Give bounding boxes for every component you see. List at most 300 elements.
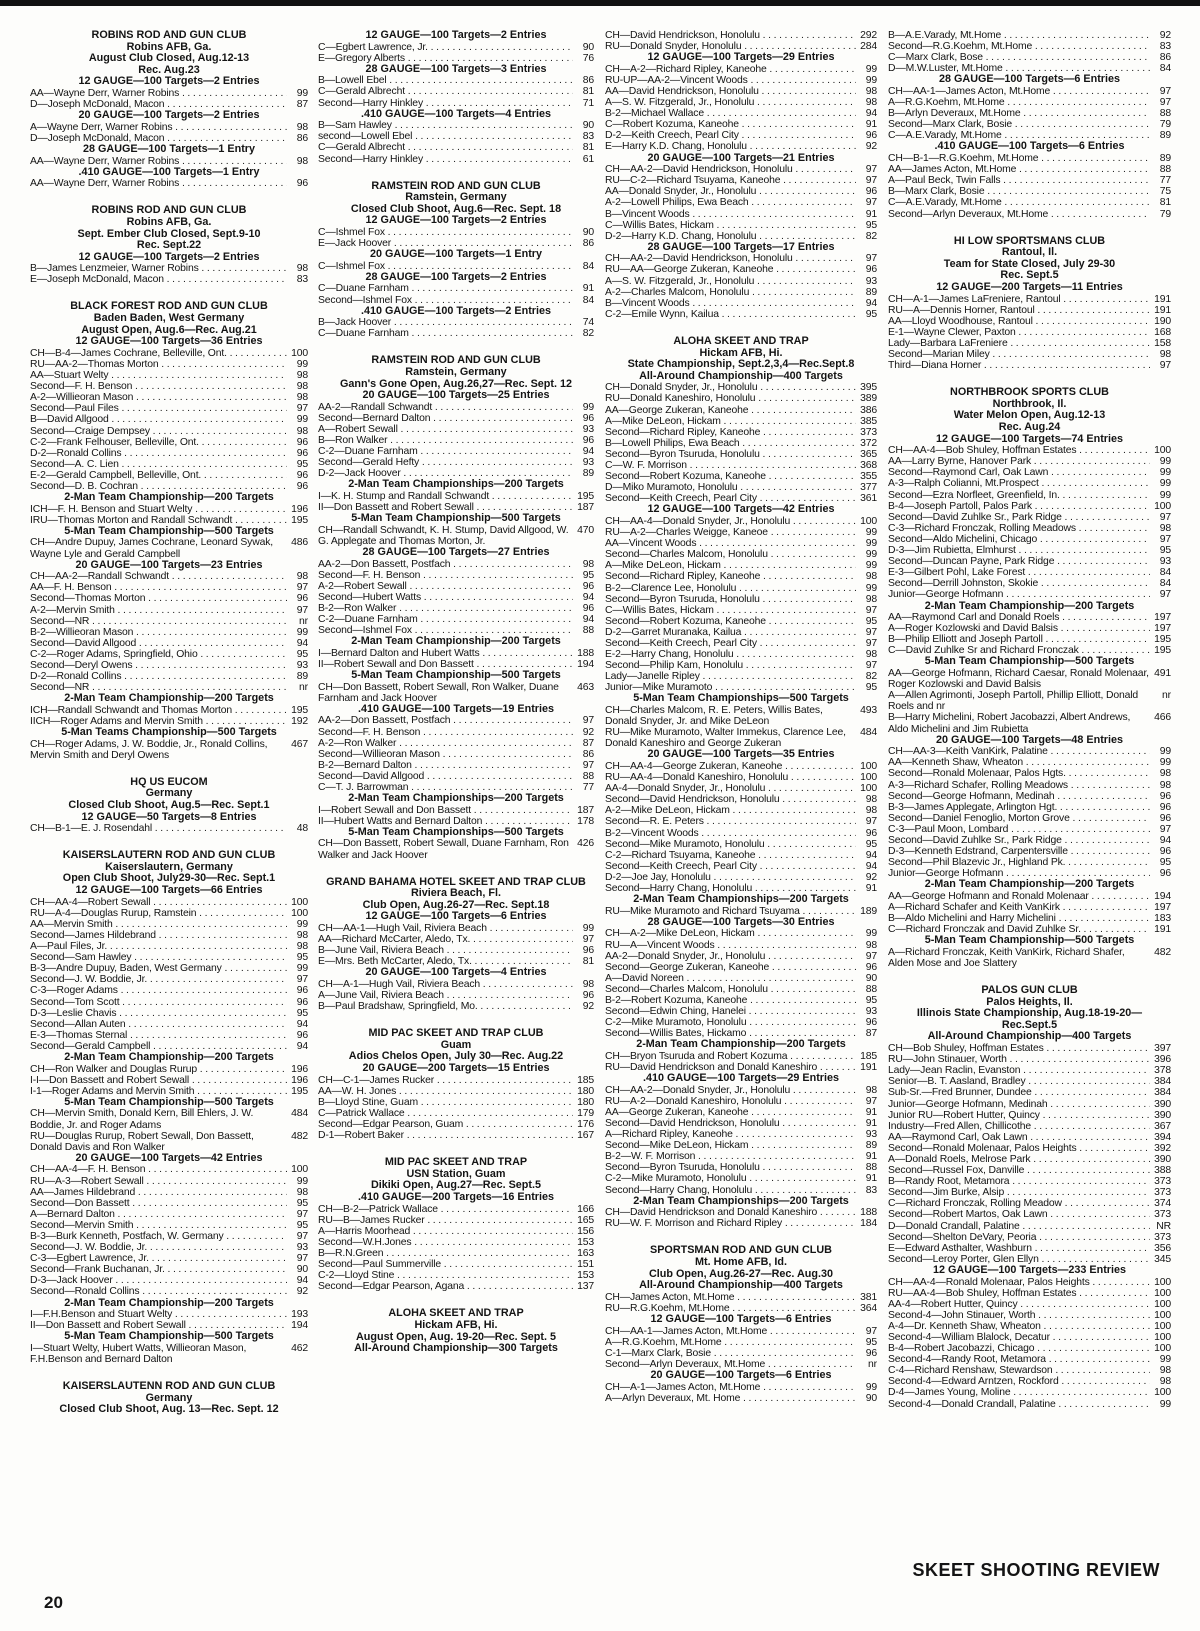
score: 96: [296, 178, 308, 190]
shooter-name: I—Stuart Welty, Hubert Watts, Willieoran Mason, F.H.Benson and Bernard Dalton: [30, 1342, 247, 1365]
shooter-name: RU—B—James Rucker . . .: [318, 1215, 573, 1226]
shooter-name: B-4—Joseph Partoll, Palos Park . . .: [888, 501, 1150, 512]
gauge-heading: 2-Man Team Championships—200 Targets: [348, 478, 564, 491]
score: 81: [1159, 197, 1171, 209]
score: 395: [860, 382, 877, 394]
event-heading: USN Station, Guam: [406, 1167, 506, 1180]
result-row: [30, 605, 308, 616]
score: 92: [582, 726, 594, 738]
gauge-heading: 12 GAUGE—100 Targets—6 Entries: [650, 1313, 832, 1325]
event-heading: 12 GAUGE—100 Targets—2 Entries: [365, 214, 547, 227]
shooter-name: Second—Sam Hawley . . .: [30, 952, 287, 963]
score: 93: [865, 1006, 877, 1018]
shooter-name: A—Harris Moorhead . . .: [318, 1226, 573, 1237]
result-row: [888, 1365, 1171, 1376]
result-row: [888, 1387, 1171, 1398]
shooter-name: C-2—Duane Farnham . . .: [318, 614, 573, 625]
result-row: [605, 298, 877, 309]
shooter-name: A-2—Charles Malcom, Honolulu . . .: [605, 287, 856, 298]
shooter-name: AA—George Hofmann, Richard Caesar, Ronald Molenaar, Roger Kozlowski and David Balsis: [888, 668, 1149, 691]
score: 389: [860, 393, 877, 405]
result-row: [888, 567, 1171, 578]
result-row: [605, 30, 877, 41]
shooter-name: E-3—Thomas Sternal . . .: [30, 1030, 287, 1041]
shooter-name: RU—AA-4—Donald Kaneshiro, Honolulu . . .: [605, 772, 856, 783]
event-heading: 12 GAUGE—100 Targets—66 Entries: [75, 884, 263, 897]
result-row: [888, 490, 1171, 501]
shooter-name: I—F.H.Benson and Stuart Welty . . .: [30, 1309, 287, 1320]
shooter-name: C—Gerald Albrecht . . .: [318, 142, 573, 153]
result-row: [605, 438, 877, 449]
score: 95: [296, 648, 308, 660]
result-row: [605, 449, 877, 460]
shooter-name: Second—Craige Dempsey . . .: [30, 426, 287, 437]
score: 61: [582, 153, 594, 165]
club-name: 12 GAUGE—100 Targets—2 Entries: [365, 30, 547, 41]
score: nr: [299, 615, 308, 627]
shooter-name: CH—AA-1—James Acton, Mt.Home . . .: [888, 86, 1150, 97]
result-row: [605, 872, 877, 883]
score: 98: [865, 805, 877, 817]
shooter-name: C-2—Mike Muramoto, Honolulu . . .: [605, 1017, 856, 1028]
result-row: [605, 75, 877, 86]
shooter-name: Second-4—Randy Root, Metamora . . .: [888, 1354, 1150, 1365]
result-row: [30, 1187, 308, 1198]
result-row: [888, 1110, 1171, 1121]
shooter-name: C-2—Richard Tsuyama, Kaneohe . . .: [605, 850, 856, 861]
result-block: [888, 30, 1171, 220]
shooter-name: CH—C-1—James Rucker . . .: [318, 1075, 573, 1086]
result-row: [605, 1085, 877, 1096]
score: 90: [865, 972, 877, 984]
score: 197: [1154, 612, 1171, 624]
score: 97: [582, 759, 594, 771]
score: 195: [1154, 645, 1171, 657]
shooter-name: CH—AA-4—Ronald Molenaar, Palos Heights . . .: [888, 1277, 1150, 1288]
result-row: [30, 1030, 308, 1041]
shooter-name: B—June Vail, Riviera Beach . . .: [318, 945, 573, 956]
result-row: [30, 1231, 308, 1242]
shooter-name: Second—Mervin Smith . . .: [30, 1220, 287, 1231]
event-heading: State Championship, Sept.2,3,4—Rec.Sept.8: [627, 358, 855, 371]
shooter-name: second—Lowell Ebel . . .: [318, 131, 573, 142]
score: nr: [299, 682, 308, 694]
score: 151: [577, 1259, 594, 1271]
shooter-name: AA—Raymond Carl and Donald Roels . . .: [888, 612, 1150, 623]
shooter-name: C—Robert Kozuma, Kaneohe . . .: [605, 119, 856, 130]
score: 491: [1154, 668, 1171, 680]
result-row: [888, 947, 1171, 969]
shooter-name: AA—Wayne Derr, Warner Robins . . .: [30, 156, 287, 167]
gauge-heading: 20 GAUGE—100 Targets—42 Entries: [75, 1151, 263, 1164]
shooter-name: B-3—Andre Dupuy, Baden, West Germany . . .: [30, 963, 287, 974]
shooter-name: CH—Mervin Smith, Donald Kern, Bill Ehlers, J. W. Boddie, Jr. and Roger Adams: [30, 1108, 254, 1131]
score: 98: [865, 1084, 877, 1096]
result-block: [318, 30, 594, 165]
score: 99: [865, 560, 877, 572]
result-row: [605, 1006, 877, 1017]
shooter-name: CH—Don Bassett, Robert Sewall, Duane Farnham, Ron Walker and Jack Hoover: [318, 838, 569, 861]
score: 96: [296, 985, 308, 997]
shooter-name: Second—Arlyn Deveraux, Mt.Home . . .: [888, 209, 1150, 220]
score: 100: [1154, 1276, 1171, 1288]
result-row: [605, 549, 877, 560]
result-row: [605, 839, 877, 850]
result-row: [605, 460, 877, 471]
score: 385: [860, 415, 877, 427]
score: 100: [1154, 500, 1171, 512]
result-row: [605, 783, 877, 794]
score: 96: [1159, 790, 1171, 802]
score: 195: [1154, 634, 1171, 646]
result-row: [605, 382, 877, 393]
shooter-name: A—Arlyn Deveraux, Mt. Home . . .: [605, 1393, 856, 1404]
score: 97: [865, 197, 877, 209]
score: 97: [865, 950, 877, 962]
score: 86: [582, 238, 594, 250]
shooter-name: CH—B-4—James Cochrane, Belleville, Ont. . . .: [30, 348, 287, 359]
score: 91: [865, 1118, 877, 1129]
result-row: [30, 823, 308, 834]
shooter-name: E—Harry K.D. Chang, Honolulu . . .: [605, 141, 856, 152]
shooter-name: II—Robert Sewall and Don Bassett . . .: [318, 659, 573, 670]
score: 97: [865, 1325, 877, 1337]
result-row: [318, 1237, 594, 1248]
result-row: [318, 435, 594, 446]
result-block: [605, 1245, 877, 1403]
score: 89: [1159, 130, 1171, 142]
result-row: [30, 370, 308, 381]
result-row: [605, 705, 877, 727]
column-3: [605, 30, 877, 1571]
score: 91: [865, 119, 877, 131]
shooter-name: E—Mrs. Beth McCarter, Aledo, Tx. . . .: [318, 956, 573, 967]
score: 94: [582, 591, 594, 603]
result-row: [888, 902, 1171, 913]
result-row: [318, 491, 594, 502]
score: 98: [296, 425, 308, 437]
result-row: [888, 1121, 1171, 1132]
score: 79: [1159, 119, 1171, 131]
score: 96: [865, 1017, 877, 1029]
result-row: [605, 1140, 877, 1151]
result-block: [318, 1308, 594, 1354]
result-row: [605, 119, 877, 130]
score: 95: [296, 952, 308, 964]
event-heading: 12 GAUGE—100 Targets—36 Entries: [75, 335, 263, 348]
score: 94: [296, 637, 308, 649]
shooter-name: D-2—Ronald Collins . . .: [30, 448, 287, 459]
shooter-name: AA—Kenneth Shaw, Wheaton . . .: [888, 757, 1150, 768]
gauge-heading: 28 GAUGE—100 Targets—6 Entries: [938, 73, 1121, 86]
shooter-name: CH—AA-2—Donald Snyder, Jr., Honolulu . . .: [605, 1085, 856, 1096]
result-row: [605, 1151, 877, 1162]
result-row: [30, 1209, 308, 1220]
result-row: [888, 1132, 1171, 1143]
shooter-name: B—R.N.Green . . .: [318, 1248, 573, 1259]
shooter-name: A-2—Lowell Philips, Ewa Beach . . .: [605, 197, 856, 208]
event-heading: August Open, Aug. 19-20—Rec. Sept. 5: [356, 1330, 556, 1343]
result-row: [888, 1277, 1171, 1288]
gauge-heading: 5-Man Team Championship—500 Targets: [351, 512, 561, 525]
shooter-name: Second—Ishmel Fox . . .: [318, 625, 573, 636]
result-row: [318, 760, 594, 771]
score: 82: [865, 671, 877, 683]
score: 99: [865, 527, 877, 539]
shooter-name: IRU—Thomas Morton and Randall Schwandt . . .: [30, 515, 287, 526]
result-row: [605, 209, 877, 220]
score: 98: [865, 85, 877, 97]
score: 97: [1159, 823, 1171, 835]
shooter-name: RU—Mike Muramoto, Walter Immekus, Clarence Lee, Donald Kaneshiro and George Zukeran: [605, 727, 846, 750]
shooter-name: B—Lowell Ebel . . .: [318, 75, 573, 86]
score: 99: [1159, 757, 1171, 769]
gauge-heading: 5-Man Team Championship—500 Targets: [924, 655, 1135, 668]
club-name: ROBINS ROD AND GUN CLUB: [91, 30, 247, 41]
score: 96: [296, 469, 308, 481]
score: 99: [1159, 456, 1171, 468]
score: 96: [582, 603, 594, 614]
shooter-name: CH—AA-4—George Zukeran, Kaneohe . . .: [605, 761, 856, 772]
event-heading: Open Club Shoot, July29-30—Rec. Sept.1: [62, 872, 276, 885]
shooter-name: CH—AA-1—Hugh Vail, Riviera Beach . . .: [318, 923, 573, 934]
result-row: [605, 1173, 877, 1184]
shooter-name: C—Duane Farnham . . .: [318, 328, 573, 339]
event-heading: Club Open, Aug.26-27—Rec. Sept.18: [362, 898, 550, 911]
result-row: [605, 816, 877, 827]
result-row: [888, 456, 1171, 467]
score: 88: [582, 625, 594, 637]
result-row: [605, 616, 877, 627]
score: 93: [865, 1129, 877, 1141]
shooter-name: Second—D. B. Cochran . . .: [30, 481, 287, 492]
result-row: [318, 1204, 594, 1215]
result-row: [888, 634, 1171, 645]
score: 482: [1154, 946, 1171, 958]
club-name: BLACK FOREST ROD AND GUN CLUB: [70, 300, 268, 313]
result-row: [318, 295, 594, 306]
shooter-name: C—Gerald Albrecht . . .: [318, 86, 573, 97]
result-row: [30, 1019, 308, 1030]
score: 84: [1159, 63, 1171, 75]
score: 97: [1159, 589, 1171, 601]
shooter-name: A—Bernard Dalton . . .: [30, 1209, 287, 1220]
shooter-name: D—Miko Muramoto, Honolulu . . .: [605, 482, 856, 493]
shooter-name: E-2—Harry Chang, Honolulu . . .: [605, 649, 856, 660]
score: 97: [865, 1095, 877, 1107]
result-row: [605, 86, 877, 97]
shooter-name: AA—James Acton, Mt.Home . . .: [888, 164, 1150, 175]
score: 99: [296, 626, 308, 638]
score: 189: [860, 905, 877, 917]
shooter-name: RU—R.G.Koehm, Mt.Home . . .: [605, 1303, 856, 1314]
score: 77: [582, 782, 594, 793]
gauge-heading: 5-Man Team Championship—500 Targets: [64, 1095, 274, 1108]
shooter-name: AA—Mervin Smith . . .: [30, 919, 287, 930]
score: 482: [291, 1130, 308, 1142]
result-row: [318, 648, 594, 659]
result-row: [888, 668, 1171, 690]
shooter-name: Second—Arlyn Deveraux, Mt.Home . . .: [605, 1359, 856, 1370]
score: 82: [865, 230, 877, 242]
score: 97: [865, 816, 877, 828]
result-row: [318, 603, 594, 614]
result-row: [888, 589, 1171, 600]
score: 98: [296, 263, 308, 275]
score: 292: [860, 30, 877, 41]
shooter-name: A—Richard Fronczak, Keith VanKirk, Richard Shafer, Alden Mose and Joe Slattery: [888, 946, 1125, 969]
club-name: HI LOW SPORTSMANS CLUB: [953, 234, 1106, 247]
score: 98: [865, 571, 877, 583]
result-row: [605, 794, 877, 805]
shooter-name: CH—Charles Malcom, R. E. Peters, Willis Bates, Donald Snyder, Jr. and Mike DeLeon: [605, 705, 823, 728]
event-heading: 20 GAUGE—100 Targets—25 Entries: [362, 389, 550, 402]
shooter-name: E—Edward Asthalter, Washburn . . .: [888, 1243, 1150, 1254]
shooter-name: C-2—Duane Farnham . . .: [318, 446, 573, 457]
result-row: [888, 209, 1171, 220]
shooter-name: Second—Edwin Ching, Hanelei . . .: [605, 1006, 856, 1017]
result-row: [318, 131, 594, 142]
result-row: [888, 1065, 1171, 1076]
shooter-name: CH—A-2—Richard Ripley, Kaneohe . . .: [605, 64, 856, 75]
shooter-name: D-2—Jack Hoover . . .: [318, 468, 573, 479]
shooter-name: C—A.E.Varady, Mt.Home . . .: [888, 130, 1150, 141]
score: 95: [865, 308, 877, 320]
result-row: [605, 594, 877, 605]
shooter-name: AA—Stuart Welty . . .: [30, 370, 287, 381]
score: 83: [1159, 41, 1171, 53]
shooter-name: C-4—Richard Renshaw, Stewardson . . .: [888, 1365, 1150, 1376]
shooter-name: D-3—Jack Hoover . . .: [30, 1275, 287, 1286]
score: 96: [582, 990, 594, 1002]
shooter-name: B-3—James Applegate, Arlington Hgt. . . .: [888, 802, 1150, 813]
gauge-heading: 20 GAUGE—100 Targets—35 Entries: [647, 748, 835, 761]
shooter-name: Second—Leroy Porter, Glen Ellyn . . .: [888, 1254, 1150, 1265]
score: 99: [1159, 467, 1171, 479]
shooter-name: A—Wayne Derr, Warner Robins . . .: [30, 122, 287, 133]
score: 137: [577, 1281, 594, 1293]
shooter-name: D-2—Keith Creech, Pearl City . . .: [605, 130, 856, 141]
club-name: SPORTSMAN ROD AND GUN CLUB: [650, 1244, 832, 1257]
shooter-name: Second—Willieoran Mason . . .: [318, 749, 573, 760]
shooter-name: RU—AA—George Zukeran, Kaneohe . . .: [605, 264, 856, 275]
score: 89: [582, 468, 594, 480]
result-row: [888, 612, 1171, 623]
score: 81: [582, 956, 594, 968]
result-row: [318, 457, 594, 468]
result-row: [888, 768, 1171, 779]
score: 94: [1159, 834, 1171, 846]
gauge-heading: 2-Man Team Championships—200 Targets: [633, 893, 849, 906]
score: 99: [865, 549, 877, 561]
shooter-name: RU—Donald Kaneshiro, Honolulu . . .: [605, 393, 856, 404]
result-row: [888, 712, 1171, 734]
result-row: [605, 1185, 877, 1196]
event-heading: Sept. Ember Club Closed, Sept.9-10: [77, 227, 261, 240]
result-row: [605, 130, 877, 141]
shooter-name: B—Paul Bradshaw, Springfield, Mo. . . .: [318, 1001, 573, 1012]
shooter-name: A—David Noreen . . .: [605, 973, 856, 984]
score: 97: [296, 1253, 308, 1265]
score: 95: [865, 682, 877, 694]
event-heading: Dikiki Open, Aug.27—Rec. Sept.5: [371, 1179, 541, 1192]
result-row: [30, 392, 308, 403]
score: 96: [865, 961, 877, 973]
score: 98: [865, 593, 877, 605]
shooter-name: D-3—Jim Rubietta, Elmhurst . . .: [888, 545, 1150, 556]
result-row: [888, 1332, 1171, 1343]
gauge-heading: 2-Man Team Championship—200 Targets: [924, 599, 1135, 612]
score: 98: [296, 121, 308, 133]
score: 90: [582, 41, 594, 53]
event-heading: Northbrook, Il.: [992, 397, 1067, 410]
result-row: [30, 1286, 308, 1297]
result-row: [888, 578, 1171, 589]
result-block: [888, 387, 1171, 969]
result-block: [30, 1381, 308, 1416]
event-heading: 12 GAUGE—100 Targets—6 Entries: [365, 910, 547, 923]
score: 95: [865, 219, 877, 231]
result-row: [30, 649, 308, 660]
gauge-heading: 2-Man Team Championship—200 Targets: [636, 1038, 846, 1051]
score: 95: [865, 838, 877, 850]
shooter-name: Second—Gerald Hefty . . .: [318, 457, 573, 468]
column-2: [318, 30, 594, 1571]
result-row: [605, 264, 877, 275]
score: 96: [582, 945, 594, 957]
result-block: [318, 355, 594, 860]
shooter-name: Second—F. H. Benson . . .: [30, 381, 287, 392]
shooter-name: RU-UP—AA-2—Vincent Woods . . .: [605, 75, 856, 86]
score: nr: [1162, 690, 1171, 702]
result-row: [30, 616, 308, 627]
result-row: [318, 570, 594, 581]
score: 98: [1159, 349, 1171, 361]
club-name: NORTHBROOK SPORTS CLUB: [950, 386, 1109, 399]
shooter-name: A—R.G.Koehm, Mt.Home . . .: [888, 97, 1150, 108]
result-row: [30, 660, 308, 671]
result-row: [605, 940, 877, 951]
result-row: [30, 1253, 308, 1264]
shooter-name: B-2—Clarence Lee, Honolulu . . .: [605, 583, 856, 594]
score: 392: [1154, 1142, 1171, 1154]
shooter-name: Second—Edgar Pearson, Agana . . .: [318, 1281, 573, 1292]
gauge-heading: 5-Man Team Championships—500 Targets: [633, 692, 849, 705]
shooter-name: A—Paul Files, Jr. . . .: [30, 941, 287, 952]
gauge-heading: 20 GAUGE—100 Targets—4 Entries: [365, 966, 547, 979]
gauge-heading: 12 GAUGE—100 Targets—42 Entries: [647, 503, 835, 516]
gauge-heading: 20 GAUGE—100 Targets—23 Entries: [75, 558, 263, 571]
score: NR: [1156, 1220, 1171, 1232]
result-row: [605, 1129, 877, 1140]
shooter-name: Second—Jim Burke, Alsip . . .: [888, 1187, 1150, 1198]
result-row: [888, 153, 1171, 164]
shooter-name: Second—F. H. Benson . . .: [318, 727, 573, 738]
shooter-name: C—Richard Fronczak, Rolling Meadow . . .: [888, 1198, 1150, 1209]
shooter-name: RU—A—Vincent Woods . . .: [605, 940, 856, 951]
result-row: [888, 52, 1171, 63]
score: 98: [296, 941, 308, 953]
shooter-name: Second—Ishmel Fox . . .: [318, 295, 573, 306]
shooter-name: Lady—Jean Raclin, Evanston . . .: [888, 1065, 1150, 1076]
score: 96: [865, 130, 877, 142]
result-block: [318, 1157, 594, 1292]
score: 390: [1154, 1154, 1171, 1165]
score: 95: [1159, 857, 1171, 869]
result-row: [30, 1242, 308, 1253]
shooter-name: Second—Ronald Collins . . .: [30, 1286, 287, 1297]
result-row: [605, 427, 877, 438]
